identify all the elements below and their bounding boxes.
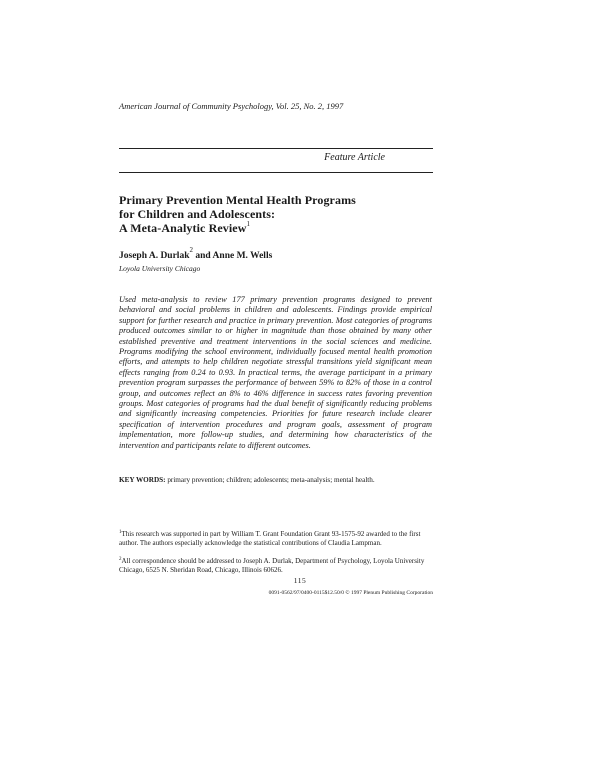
footnote-2: [119, 557, 433, 574]
title-line-3-text: A Meta-Analytic Review: [119, 221, 247, 235]
title-footnote-marker: 1: [246, 220, 251, 228]
author-list: [119, 246, 449, 261]
footnote-2-text: All correspondence should be addressed to Joseph A. Durlak, Department of Psychology, Loyola University Chicago, 6525 N. Sheridan Road, Chicago, Illinois 60626.: [119, 557, 425, 574]
footnote-1-text: This research was supported in part by William T. Grant Foundation Grant 93-1575-92 awarded to the first author. The authors especially acknowledge the statistical contributions of Claudia Lampman.: [119, 530, 421, 547]
page-number: 115: [293, 576, 307, 585]
affiliation: Loyola University Chicago: [119, 264, 201, 273]
author-connector: and: [195, 251, 211, 261]
keywords-label: KEY WORDS:: [119, 476, 166, 484]
copyright-line: 0091-0562/97/0400-0115$12.50/0 © 1997 Plenum Publishing Corporation: [268, 590, 433, 596]
title-line-2: for Children and Adolescents:: [119, 207, 276, 221]
footnote-1: [119, 530, 433, 547]
footnote-2-marker: 2: [119, 557, 122, 562]
footnote-1-marker: 1: [119, 530, 122, 535]
section-label-text: Feature Article: [324, 152, 385, 163]
title-line-1: Primary Prevention Mental Health Programs: [119, 193, 356, 207]
keywords: [119, 476, 449, 484]
title-line-3: [119, 221, 449, 235]
section-rule-bottom: [119, 172, 433, 173]
running-head: American Journal of Community Psychology, Vol. 25, No. 2, 1997: [119, 101, 344, 111]
section-label: [119, 152, 433, 163]
abstract: Used meta-analysis to review 177 primary prevention programs designed to prevent behavioral and social problems in children and adolescents. Findings provide empirical support for further research and practice in primary prevention. Most categories of programs produced outcomes similar to or higher in magnitude than those obtained by many other established preventive and treatment interventions in the social sciences and medicine. Programs modifying the school environment, individually focused mental health promotion efforts, and attempts to help children negotiate stressful transitions yield significant mean effects ranging from 0.24 to 0.93. In practical terms, the average participant in a primary prevention program surpasses the performance of between 59% to 82% of those in a control group, and outcomes reflect an 8% to 46% difference in success rates favoring prevention groups. Most categories of programs had the dual benefit of significantly reducing problems and significantly increasing competencies. Priorities for future research include clearer specification of intervention procedures and program goals, assessment of program implementation, more follow-up studies, and determining how characteristics of the intervention and participants relate to different outcomes.: [119, 295, 432, 450]
author-1-footnote-marker: 2: [189, 246, 193, 254]
author-1: Joseph A. Durlak: [119, 251, 190, 261]
article-title: [119, 193, 449, 235]
author-2: Anne M. Wells: [212, 251, 273, 261]
section-rule-top: [119, 148, 433, 149]
keywords-text: primary prevention; children; adolescents; meta-analysis; mental health.: [167, 476, 375, 484]
